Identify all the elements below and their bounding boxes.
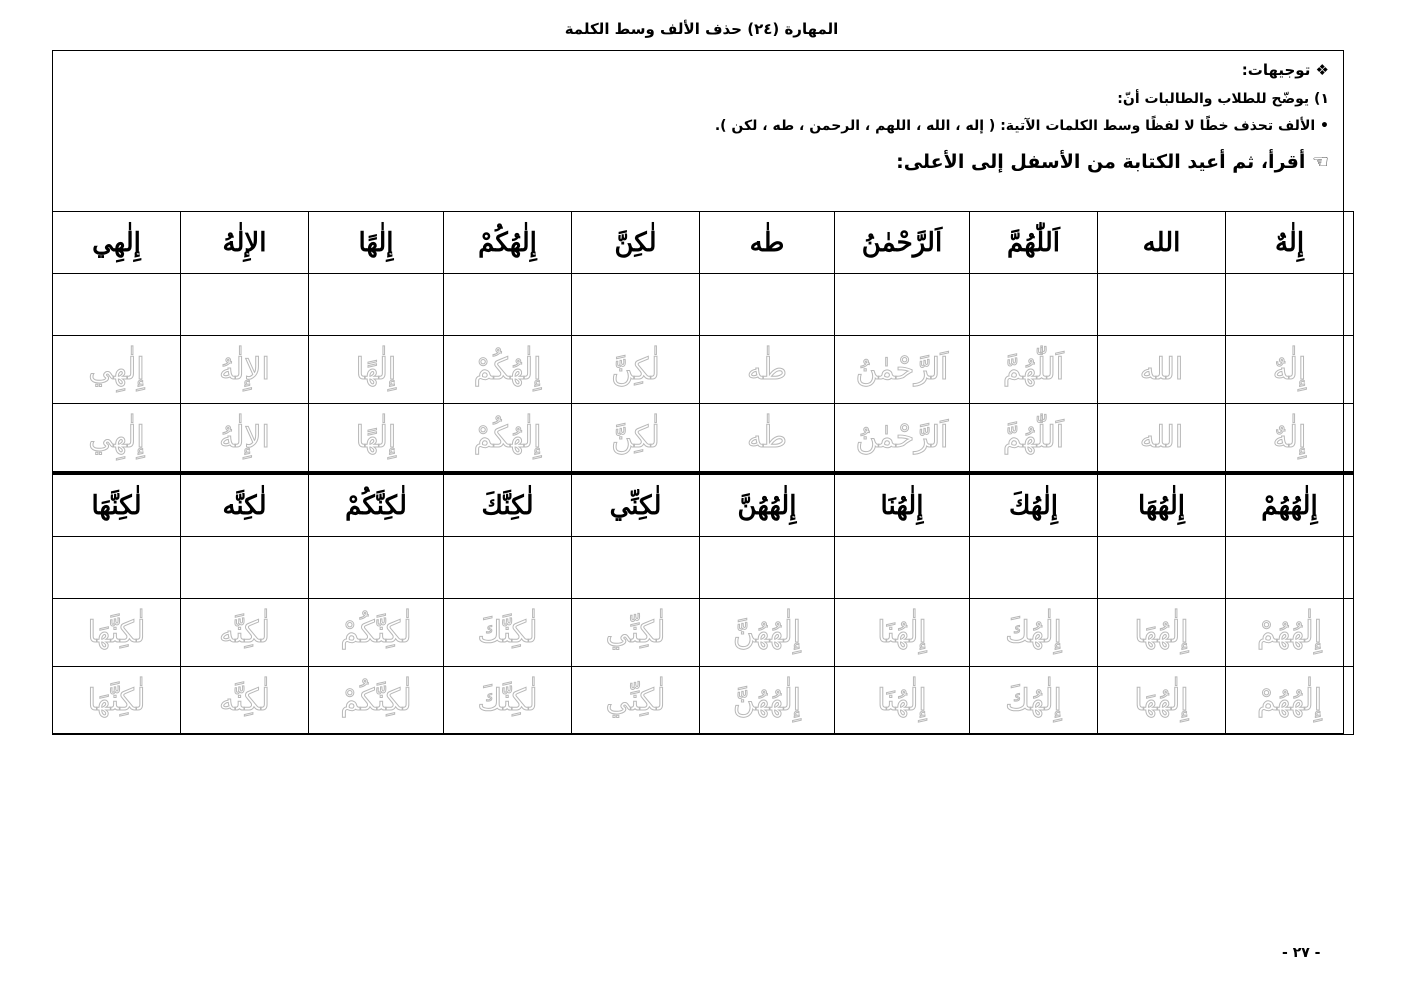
trace-word-cell: إِلٰهًا <box>309 336 444 404</box>
trace-word-cell: لٰكِنِّي <box>572 667 700 735</box>
trace-word-cell: إِلٰهُكُمْ <box>444 404 572 474</box>
trace-word-cell: لٰكِنَّه <box>181 599 309 667</box>
trace-word-cell: إِلٰهُهُنَّ <box>700 667 835 735</box>
trace-word-cell: لٰكِنَّكُمْ <box>309 667 444 735</box>
writing-cell[interactable] <box>181 274 309 336</box>
writing-cell[interactable] <box>181 537 309 599</box>
model-word-cell: لٰكِنَّكَ <box>444 473 572 537</box>
trace-word-cell: الإِلٰهُ <box>181 404 309 474</box>
trace-word-cell: الله <box>1098 404 1226 474</box>
writing-cell[interactable] <box>700 274 835 336</box>
trace-word-cell: لٰكِنَّكُمْ <box>309 599 444 667</box>
trace-word-cell: إِلٰهٌ <box>1226 404 1354 474</box>
trace-word-cell: لٰكِنِّي <box>572 599 700 667</box>
trace-word-cell: إِلٰهٌ <box>1226 336 1354 404</box>
writing-cell[interactable] <box>572 537 700 599</box>
trace-word-cell: إِلٰهُهَا <box>1098 667 1226 735</box>
trace-word-cell: لٰكِنَّ <box>572 336 700 404</box>
page-title: المهارة (٢٤) حذف الألف وسط الكلمة <box>564 20 839 38</box>
trace-word-cell: اَللّٰهُمَّ <box>970 404 1098 474</box>
model-word-cell: إِلٰهُهَا <box>1098 473 1226 537</box>
model-word-cell: إِلٰهِي <box>53 212 181 274</box>
worksheet-frame <box>52 50 1344 734</box>
model-row <box>53 212 1354 274</box>
model-word-cell: إِلٰهُكَ <box>970 473 1098 537</box>
writing-cell[interactable] <box>444 274 572 336</box>
trace-word-cell: إِلٰهُكَ <box>970 599 1098 667</box>
model-row <box>53 473 1354 537</box>
model-word-cell: إِلٰهُكُمْ <box>444 212 572 274</box>
writing-cell[interactable] <box>1226 274 1354 336</box>
trace-word-cell: إِلٰهًا <box>309 404 444 474</box>
writing-cell[interactable] <box>309 274 444 336</box>
trace-word-cell: اَلرَّحْمٰنُ <box>835 336 970 404</box>
trace-word-cell: إِلٰهِي <box>53 336 181 404</box>
model-word-cell: اَللّٰهُمَّ <box>970 212 1098 274</box>
writing-cell[interactable] <box>444 537 572 599</box>
model-word-cell: لٰكِنَّ <box>572 212 700 274</box>
trace-row <box>53 404 1354 474</box>
trace-word-cell: لٰكِنَّ <box>572 404 700 474</box>
trace-word-cell: إِلٰهِي <box>53 404 181 474</box>
writing-cell[interactable] <box>835 537 970 599</box>
model-word-cell: إِلٰهُهُنَّ <box>700 473 835 537</box>
model-word-cell: الإِلٰهُ <box>181 212 309 274</box>
writing-cell[interactable] <box>835 274 970 336</box>
model-word-cell: إِلٰهُهُمْ <box>1226 473 1354 537</box>
task-prompt: ☜ أقرأ، ثم أعيد الكتابة من الأسفل إلى الأعلى: <box>896 151 1329 173</box>
trace-word-cell: إِلٰهُهُمْ <box>1226 667 1354 735</box>
trace-word-cell: لٰكِنَّهَا <box>53 599 181 667</box>
trace-word-cell: لٰكِنَّه <box>181 667 309 735</box>
model-word-cell: طٰه <box>700 212 835 274</box>
writing-cell[interactable] <box>1098 537 1226 599</box>
model-word-cell: إِلٰهٌ <box>1226 212 1354 274</box>
writing-cell[interactable] <box>53 274 181 336</box>
trace-word-cell: اَلرَّحْمٰنُ <box>835 404 970 474</box>
writing-cell[interactable] <box>700 537 835 599</box>
trace-word-cell: إِلٰهُهَا <box>1098 599 1226 667</box>
model-word-cell: لٰكِنَّكُمْ <box>309 473 444 537</box>
page-number: - ٢٧ - <box>1282 945 1321 961</box>
writing-cell[interactable] <box>970 537 1098 599</box>
trace-word-cell: الله <box>1098 336 1226 404</box>
trace-row <box>53 336 1354 404</box>
writing-cell[interactable] <box>1098 274 1226 336</box>
trace-word-cell: إِلٰهُهُمْ <box>1226 599 1354 667</box>
practice-grid <box>52 211 1354 735</box>
instructions-block <box>69 59 1329 177</box>
trace-word-cell: لٰكِنَّكَ <box>444 599 572 667</box>
blank-row <box>53 537 1354 599</box>
trace-word-cell: إِلٰهُنَا <box>835 667 970 735</box>
model-word-cell: لٰكِنِّي <box>572 473 700 537</box>
writing-cell[interactable] <box>572 274 700 336</box>
trace-word-cell: إِلٰهُكُمْ <box>444 336 572 404</box>
trace-word-cell: الإِلٰهُ <box>181 336 309 404</box>
model-word-cell: إِلٰهًا <box>309 212 444 274</box>
writing-cell[interactable] <box>53 537 181 599</box>
trace-word-cell: طٰه <box>700 336 835 404</box>
instruction-line-1: ١) يوضّح للطلاب والطالبات أنّ: <box>1117 91 1329 107</box>
writing-cell[interactable] <box>970 274 1098 336</box>
model-word-cell: لٰكِنَّه <box>181 473 309 537</box>
writing-cell[interactable] <box>1226 537 1354 599</box>
trace-word-cell: إِلٰهُنَا <box>835 599 970 667</box>
trace-word-cell: إِلٰهُكَ <box>970 667 1098 735</box>
trace-row <box>53 667 1354 735</box>
trace-word-cell: لٰكِنَّهَا <box>53 667 181 735</box>
trace-word-cell: لٰكِنَّكَ <box>444 667 572 735</box>
blank-row <box>53 274 1354 336</box>
trace-word-cell: اَللّٰهُمَّ <box>970 336 1098 404</box>
trace-row <box>53 599 1354 667</box>
trace-word-cell: طٰه <box>700 404 835 474</box>
trace-word-cell: إِلٰهُهُنَّ <box>700 599 835 667</box>
writing-cell[interactable] <box>309 537 444 599</box>
model-word-cell: إِلٰهُنَا <box>835 473 970 537</box>
instructions-heading: ❖ توجيهات: <box>1241 61 1329 79</box>
model-word-cell: لٰكِنَّهَا <box>53 473 181 537</box>
model-word-cell: الله <box>1098 212 1226 274</box>
model-word-cell: اَلرَّحْمٰنُ <box>835 212 970 274</box>
instruction-line-2: • الألف تحذف خطًا لا لفظًا وسط الكلمات الآتية: ( إله ، الله ، اللهم ، الرحمن ، طه ، لكن ). <box>714 118 1329 134</box>
